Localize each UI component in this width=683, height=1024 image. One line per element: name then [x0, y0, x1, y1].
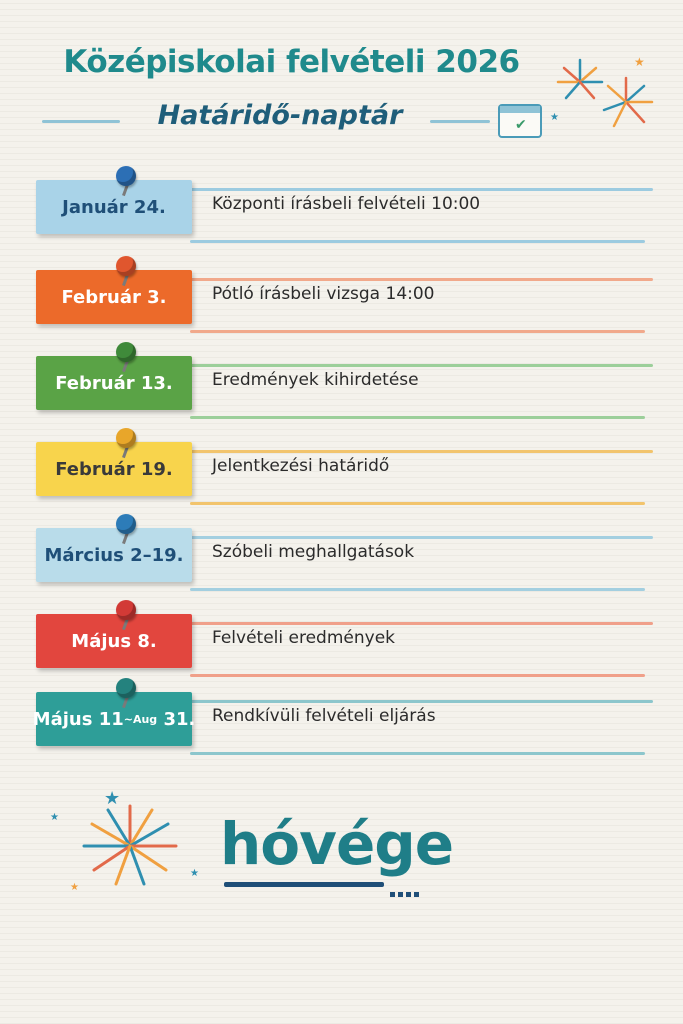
- date-label-start: Május 11: [32, 708, 124, 730]
- row-line-top: [170, 450, 653, 453]
- row-line-bottom: [190, 752, 645, 755]
- svg-text:★: ★: [104, 788, 121, 809]
- pushpin-icon: [112, 256, 140, 290]
- row-line-top: [170, 278, 653, 281]
- row-line-bottom: [190, 240, 645, 243]
- event-row-7: [0, 690, 683, 774]
- date-label: Február 13.: [55, 372, 173, 394]
- event-row-4: [0, 440, 683, 524]
- pushpin-icon: [112, 166, 140, 200]
- page-subtitle: Határidő-naptár: [157, 100, 403, 131]
- date-label-small: ~Aug: [123, 712, 158, 726]
- page-title: Középiskolai felvételi 2026: [63, 44, 520, 80]
- pushpin-icon: [112, 600, 140, 634]
- event-label: Szóbeli meghallgatások: [212, 542, 415, 562]
- date-label: Február 19.: [55, 458, 173, 480]
- event-label: Központi írásbeli felvételi 10:00: [212, 194, 481, 214]
- fireworks-icon: [40, 780, 220, 900]
- pushpin-icon: [112, 342, 140, 376]
- svg-text:★: ★: [550, 112, 559, 123]
- date-label: Március 2–19.: [44, 544, 184, 566]
- logo-underline: [224, 882, 384, 887]
- logo-dots: [390, 882, 422, 901]
- date-label: Május 8.: [71, 630, 157, 652]
- fireworks-icon: [548, 50, 668, 140]
- subtitle-row: [0, 100, 560, 140]
- row-line-bottom: [190, 330, 645, 333]
- date-label-end: 31.: [157, 708, 196, 730]
- pushpin-icon: [112, 428, 140, 462]
- event-row-3: [0, 354, 683, 438]
- event-label: Jelentkezési határidő: [212, 456, 390, 476]
- brand-logo: [40, 780, 500, 900]
- svg-text:★: ★: [634, 55, 645, 69]
- calendar-check-icon: ✔: [498, 104, 542, 138]
- row-line-top: [170, 188, 653, 191]
- logo-text: hóvége: [220, 810, 454, 878]
- event-label: Felvételi eredmények: [212, 628, 396, 648]
- event-label: Pótló írásbeli vizsga 14:00: [212, 284, 435, 304]
- event-row-5: [0, 526, 683, 610]
- row-line-bottom: [190, 674, 645, 677]
- event-row-6: [0, 612, 683, 696]
- svg-text:★: ★: [190, 868, 199, 879]
- svg-text:★: ★: [70, 882, 79, 893]
- row-line-bottom: [190, 502, 645, 505]
- event-row-2: [0, 268, 683, 352]
- date-label: Február 3.: [61, 286, 167, 308]
- date-label: Január 24.: [62, 196, 166, 218]
- event-label: Eredmények kihirdetése: [212, 370, 419, 390]
- row-line-top: [170, 700, 653, 703]
- row-line-top: [170, 622, 653, 625]
- pushpin-icon: [112, 678, 140, 712]
- svg-text:★: ★: [50, 812, 59, 823]
- row-line-top: [170, 364, 653, 367]
- row-line-bottom: [190, 588, 645, 591]
- subtitle-line-right: [430, 120, 490, 123]
- pushpin-icon: [112, 514, 140, 548]
- row-line-top: [170, 536, 653, 539]
- row-line-bottom: [190, 416, 645, 419]
- event-label: Rendkívüli felvételi eljárás: [212, 706, 436, 726]
- event-row-1: [0, 178, 683, 262]
